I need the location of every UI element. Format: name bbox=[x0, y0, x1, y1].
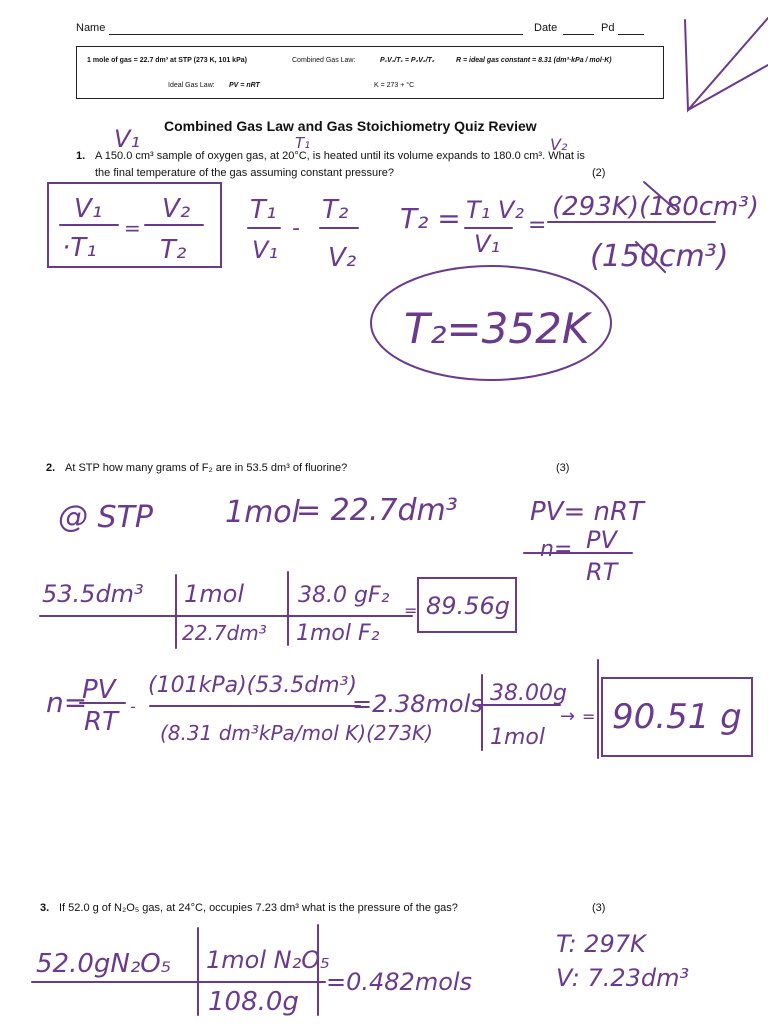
q2-substitution-den: (8.31 dm³kPa/mol K)(273K) bbox=[160, 721, 433, 745]
q2-mols: =2.38mols bbox=[352, 690, 483, 718]
q1-solve-num: T₁ V₂ bbox=[466, 196, 524, 224]
gas-constant: R = ideal gas constant = 8.31 (dm³·kPa / mol·K) bbox=[456, 57, 612, 64]
check-mark-icon bbox=[685, 18, 768, 110]
q3-mols: =0.482mols bbox=[326, 968, 473, 996]
q2-c2-top: 1mol bbox=[184, 580, 244, 608]
q2-c4-bot: 1mol bbox=[490, 725, 545, 750]
combined-gas-law-equation: P₁V₁/T₁ = P₂V₂/T₂ bbox=[380, 57, 435, 64]
q1-boxed-equals: = bbox=[124, 216, 141, 240]
q2-dot: - bbox=[130, 697, 136, 716]
q1-answer: T₂=352K bbox=[404, 304, 590, 353]
q1-v1-label: V₁ bbox=[114, 125, 141, 153]
q1-solve-equals: = bbox=[528, 213, 547, 238]
q2-answer-1: 89.56g bbox=[426, 592, 510, 620]
ideal-gas-law-label: Ideal Gas Law: bbox=[168, 82, 215, 89]
question-1-text-continued: the final temperature of the gas assuming constant pressure? bbox=[95, 167, 395, 179]
q3-c2-bot: 108.0g bbox=[208, 987, 299, 1017]
ideal-gas-law-equation: PV = nRT bbox=[229, 82, 260, 89]
kelvin-conversion: K = 273 + °C bbox=[374, 82, 415, 89]
date-label: Date bbox=[534, 22, 558, 34]
q1-inverse-den1: V₁ bbox=[252, 236, 279, 264]
q2-one-mol: 1mol bbox=[225, 495, 300, 530]
q2-c3-bot: 1mol F₂ bbox=[296, 621, 380, 646]
q2-c2-bot: 22.7dm³ bbox=[182, 621, 267, 645]
q2-n2-num: PV bbox=[82, 675, 116, 705]
question-2-points: (3) bbox=[556, 462, 570, 474]
q2-substitution-num: (101kPa)(53.5dm³) bbox=[148, 673, 358, 698]
q2-ideal-gas: PV= nRT bbox=[530, 497, 644, 527]
question-3-text: If 52.0 g of N₂O₅ gas, at 24°C, occupies 7.23 dm³ what is the pressure of the gas? bbox=[59, 902, 458, 914]
q1-solve-den: V₁ bbox=[474, 230, 501, 258]
q2-n2-den: RT bbox=[84, 707, 118, 737]
q1-boxed-den2: T₂ bbox=[160, 235, 187, 265]
question-2-number: 2. bbox=[46, 462, 56, 474]
q2-c4-top: 38.00g bbox=[490, 681, 567, 706]
q1-solve-lhs: T₂ = bbox=[400, 202, 461, 235]
combined-gas-law-label: Combined Gas Law: bbox=[292, 57, 356, 64]
pd-label: Pd bbox=[601, 22, 615, 34]
q1-t1-label: T₁ bbox=[295, 134, 311, 152]
q2-equals-2: = bbox=[582, 707, 596, 726]
q3-c1-top: 52.0gN₂O₅ bbox=[36, 949, 172, 979]
q2-c3-top: 38.0 gF₂ bbox=[298, 583, 390, 608]
q3-temperature: T: 297K bbox=[556, 930, 646, 958]
q2-n-label: n= bbox=[540, 537, 573, 562]
q1-substitution-den: (150cm³) bbox=[590, 239, 729, 274]
q2-arrow-icon: → bbox=[560, 706, 576, 727]
q1-inverse-num2: T₂ bbox=[322, 195, 349, 225]
q2-n2-label: n= bbox=[46, 686, 88, 719]
q1-boxed-den1: ·T₁ bbox=[62, 233, 97, 263]
check-mark-stroke bbox=[688, 65, 768, 110]
q2-n-num: PV bbox=[586, 526, 617, 554]
question-3-number: 3. bbox=[40, 902, 50, 914]
question-1-points: (2) bbox=[592, 167, 606, 179]
page-title: Combined Gas Law and Gas Stoichiometry Quiz Review bbox=[164, 118, 537, 134]
q2-at-stp: @ STP bbox=[58, 500, 153, 535]
q2-answer-2: 90.51 g bbox=[612, 697, 742, 737]
question-2-text: At STP how many grams of F₂ are in 53.5 dm³ of fluorine? bbox=[65, 462, 348, 474]
q1-substitution-num: (293K)(180cm³) bbox=[552, 192, 759, 222]
q1-inverse-num1: T₁ bbox=[250, 195, 277, 225]
question-3-points: (3) bbox=[592, 902, 606, 914]
question-1-number: 1. bbox=[76, 150, 86, 162]
question-1-text: A 150.0 cm³ sample of oxygen gas, at 20°C, is heated until its volume expands to 180.0 cm³. What is bbox=[95, 150, 585, 162]
q2-n-den: RT bbox=[586, 558, 618, 586]
name-label: Name bbox=[76, 22, 106, 34]
q2-equals: = bbox=[404, 601, 418, 620]
q2-c1-top: 53.5dm³ bbox=[42, 580, 144, 608]
q1-inverse-equals: - bbox=[292, 216, 300, 241]
mole-stp-formula: 1 mole of gas = 22.7 dm³ at STP (273 K, 101 kPa) bbox=[87, 57, 247, 64]
q1-inverse-den2: V₂ bbox=[328, 243, 357, 273]
q3-c2-top: 1mol N₂O₅ bbox=[206, 946, 330, 974]
q1-boxed-num2: V₂ bbox=[162, 194, 191, 224]
q3-volume: V: 7.23dm³ bbox=[556, 964, 690, 992]
q2-molar-volume: = 22.7dm³ bbox=[296, 493, 458, 528]
q1-v2-label: V₂ bbox=[550, 135, 568, 154]
q1-boxed-num1: V₁ bbox=[74, 194, 103, 224]
